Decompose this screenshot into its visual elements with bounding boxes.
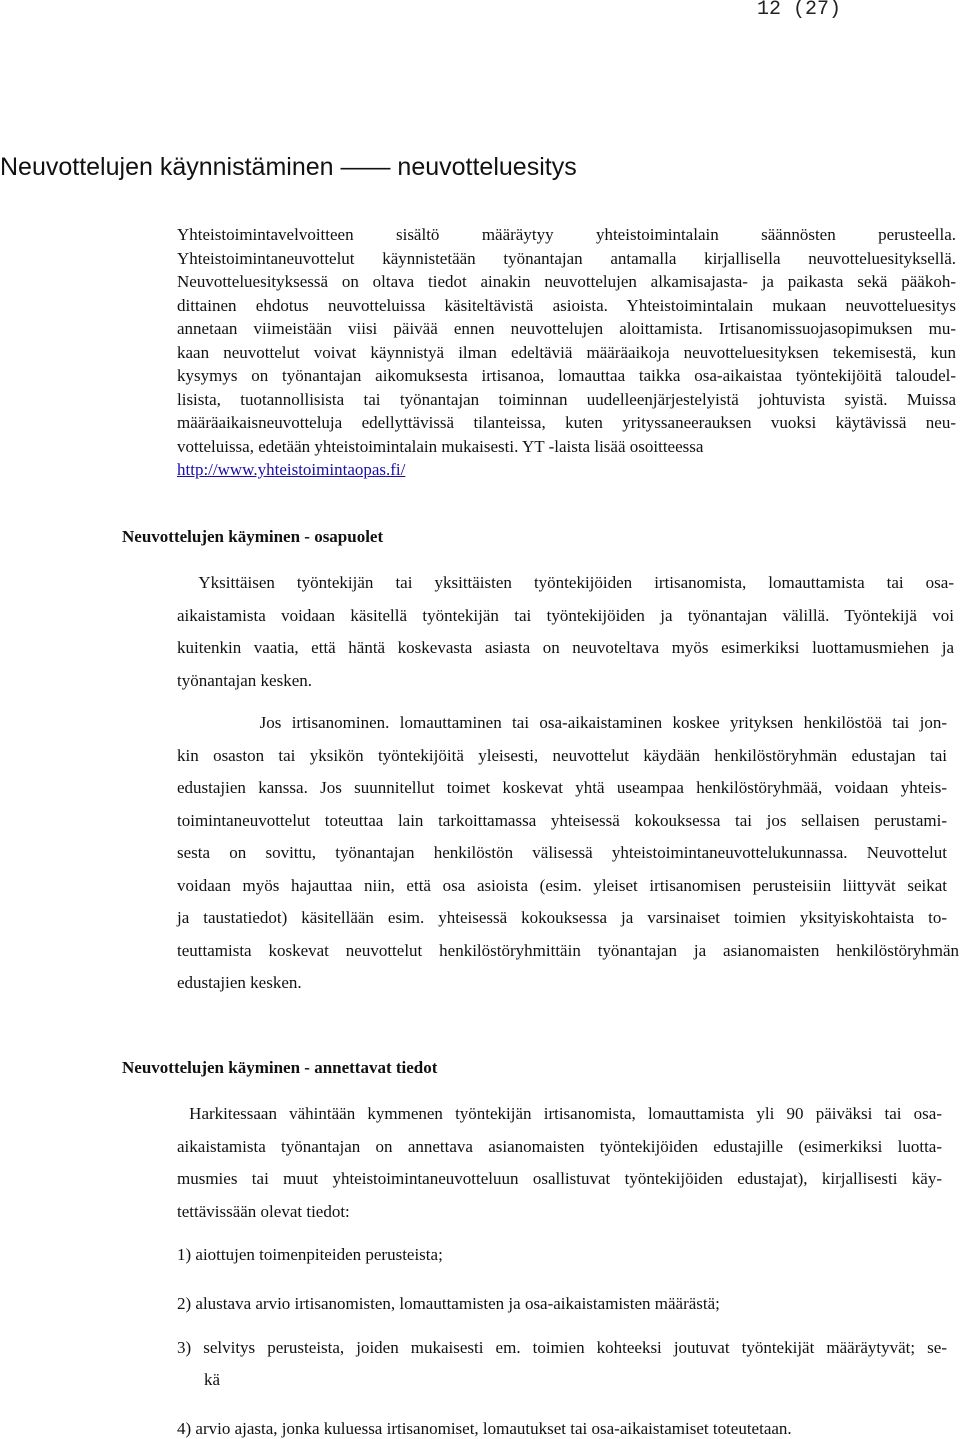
intro-paragraph: [177, 223, 956, 482]
text-line: Harkitessaan vähintään kymmenen työntekijän irtisanomista, lomauttamista yli 90 päiväksi tai osa-: [177, 1104, 942, 1123]
section-heading-annettavat-tiedot: Neuvottelujen käyminen - annettavat tiedot: [122, 1058, 438, 1077]
text-line: kysymys on työnantajan aikomuksesta irtisanoa, lomauttaa taikka osa-aikaistaa työntekijöitä taloudel-: [177, 366, 956, 385]
text-line: votteluissa, edetään yhteistoimintalain mukaisesti. YT -laista lisää osoitteessa: [177, 436, 704, 456]
section-heading-osapuolet: Neuvottelujen käyminen - osapuolet: [122, 527, 384, 546]
text-line: musmies tai muut yhteistoimintaneuvotteluun osallistuvat työntekijöiden edustajat), kirjallisesti käy-: [177, 1169, 942, 1188]
text-line: työnantajan kesken.: [177, 670, 313, 690]
yhteistoimintaopas-link[interactable]: http://www.yhteistoimintaopas.fi/: [177, 460, 406, 479]
text-line: Jos irtisanominen. lomauttaminen tai osa-aikaistaminen koskee yrityksen henkilöstöä tai jon-: [177, 713, 947, 732]
text-line: Yhteistoimintavelvoitteen sisältö määräytyy yhteistoimintalain säännösten perusteella.: [177, 225, 956, 244]
text-line: 3) selvitys perusteista, joiden mukaisesti em. toimien kohteeksi joutuvat työntekijät määräytyvät; se-: [177, 1338, 947, 1357]
osapuolet-paragraph-2: [177, 707, 959, 1000]
text-line: toimintaneuvottelut toteuttaa lain tarkoittamassa yhteisessä kokouksessa tai jos sellaisen perustami-: [177, 810, 947, 830]
page-number: 12 (27): [757, 0, 842, 21]
text-line: kaan neuvottelut voivat käynnistyä ilman edeltäviä määräaikoja neuvotteluesityksen tekemisestä, kun: [177, 342, 956, 362]
osapuolet-paragraph-1: [177, 567, 954, 697]
list-item-3: [177, 1332, 947, 1396]
text-line: annetaan viimeistään viisi päivää ennen neuvottelujen aloittamista. Irtisanomissuojasopimuksen mu-: [177, 319, 956, 338]
page-title: Neuvottelujen käynnistäminen —— neuvotteluesitys: [0, 153, 577, 181]
text-line: ja taustatiedot) käsitellään esim. yhteisessä kokouksessa ja varsinaiset toimien yksityiskohtaista to-: [177, 908, 947, 927]
text-line: kuitenkin vaatia, että häntä koskevasta asiasta on neuvoteltava myös esimerkiksi luottamusmiehen ja: [177, 638, 954, 657]
text-line: määräaikaisneuvotteluja edellyttävissä tilanteissa, kuten yrityssaneerauksen vuoksi käytävissä neu-: [177, 413, 956, 432]
text-line: Yhteistoimintaneuvottelut käynnistetään työnantajan antamalla kirjallisella neuvotteluesityksellä.: [177, 248, 956, 268]
text-line: tettävissään olevat tiedot:: [177, 1201, 350, 1221]
text-line: voidaan myös hajauttaa niin, että osa asioista (esim. yleiset irtisanomisen perusteisiin liittyvät seikat: [177, 875, 947, 895]
link-line: [177, 458, 956, 482]
text-line: edustajien kesken.: [177, 973, 302, 992]
text-line: dittainen ehdotus neuvotteluissa käsiteltävistä asioista. Yhteistoimintalain mukaan neuvotteluesitys: [177, 295, 956, 315]
text-line: edustajien kanssa. Jos suunnitellut toimet koskevat yhtä useampaa henkilöstöryhmää, voidaan yhteis-: [177, 778, 947, 797]
text-line: aikaistamista työnantajan on annettava asianomaisten työntekijöiden edustajille (esimerkiksi luotta-: [177, 1136, 942, 1156]
text-line: teuttamista koskevat neuvottelut henkilöstöryhmittäin työnantajan ja asianomaisten henkilöstöryhmän: [177, 940, 959, 960]
text-line: kä: [204, 1370, 221, 1389]
text-line: aikaistamista voidaan käsitellä työntekijän tai työntekijöiden ja työnantajan välillä. Työntekijä voi: [177, 605, 954, 625]
list-item-2: 2) alustava arvio irtisanomisten, lomauttamisten ja osa-aikaistamisten määrästä;: [177, 1294, 720, 1313]
text-line: sesta on sovittu, työnantajan henkilöstön välisessä yhteistoimintaneuvottelukunnassa. Neuvottelut: [177, 843, 947, 862]
list-item-1: 1) aiottujen toimenpiteiden perusteista;: [177, 1245, 443, 1264]
text-line: Yksittäisen työntekijän tai yksittäisten työntekijöiden irtisanomista, lomauttamista tai osa-: [177, 573, 954, 592]
list-item-4: 4) arvio ajasta, jonka kuluessa irtisanomiset, lomautukset tai osa-aikaistamiset toteutetaan.: [177, 1419, 792, 1438]
text-line: kin osaston tai yksikön työntekijöitä yleisesti, neuvottelut käydään henkilöstöryhmän edustajan tai: [177, 745, 947, 765]
text-line: Neuvotteluesityksessä on oltava tiedot ainakin neuvottelujen alkamisajasta- ja paikasta sekä pääkoh-: [177, 272, 956, 291]
text-line: lisista, tuotannollisista tai työnantajan toiminnan uudelleenjärjestelyistä johtuvista syistä. Muissa: [177, 389, 956, 409]
annettavat-tiedot-paragraph: [177, 1098, 942, 1228]
